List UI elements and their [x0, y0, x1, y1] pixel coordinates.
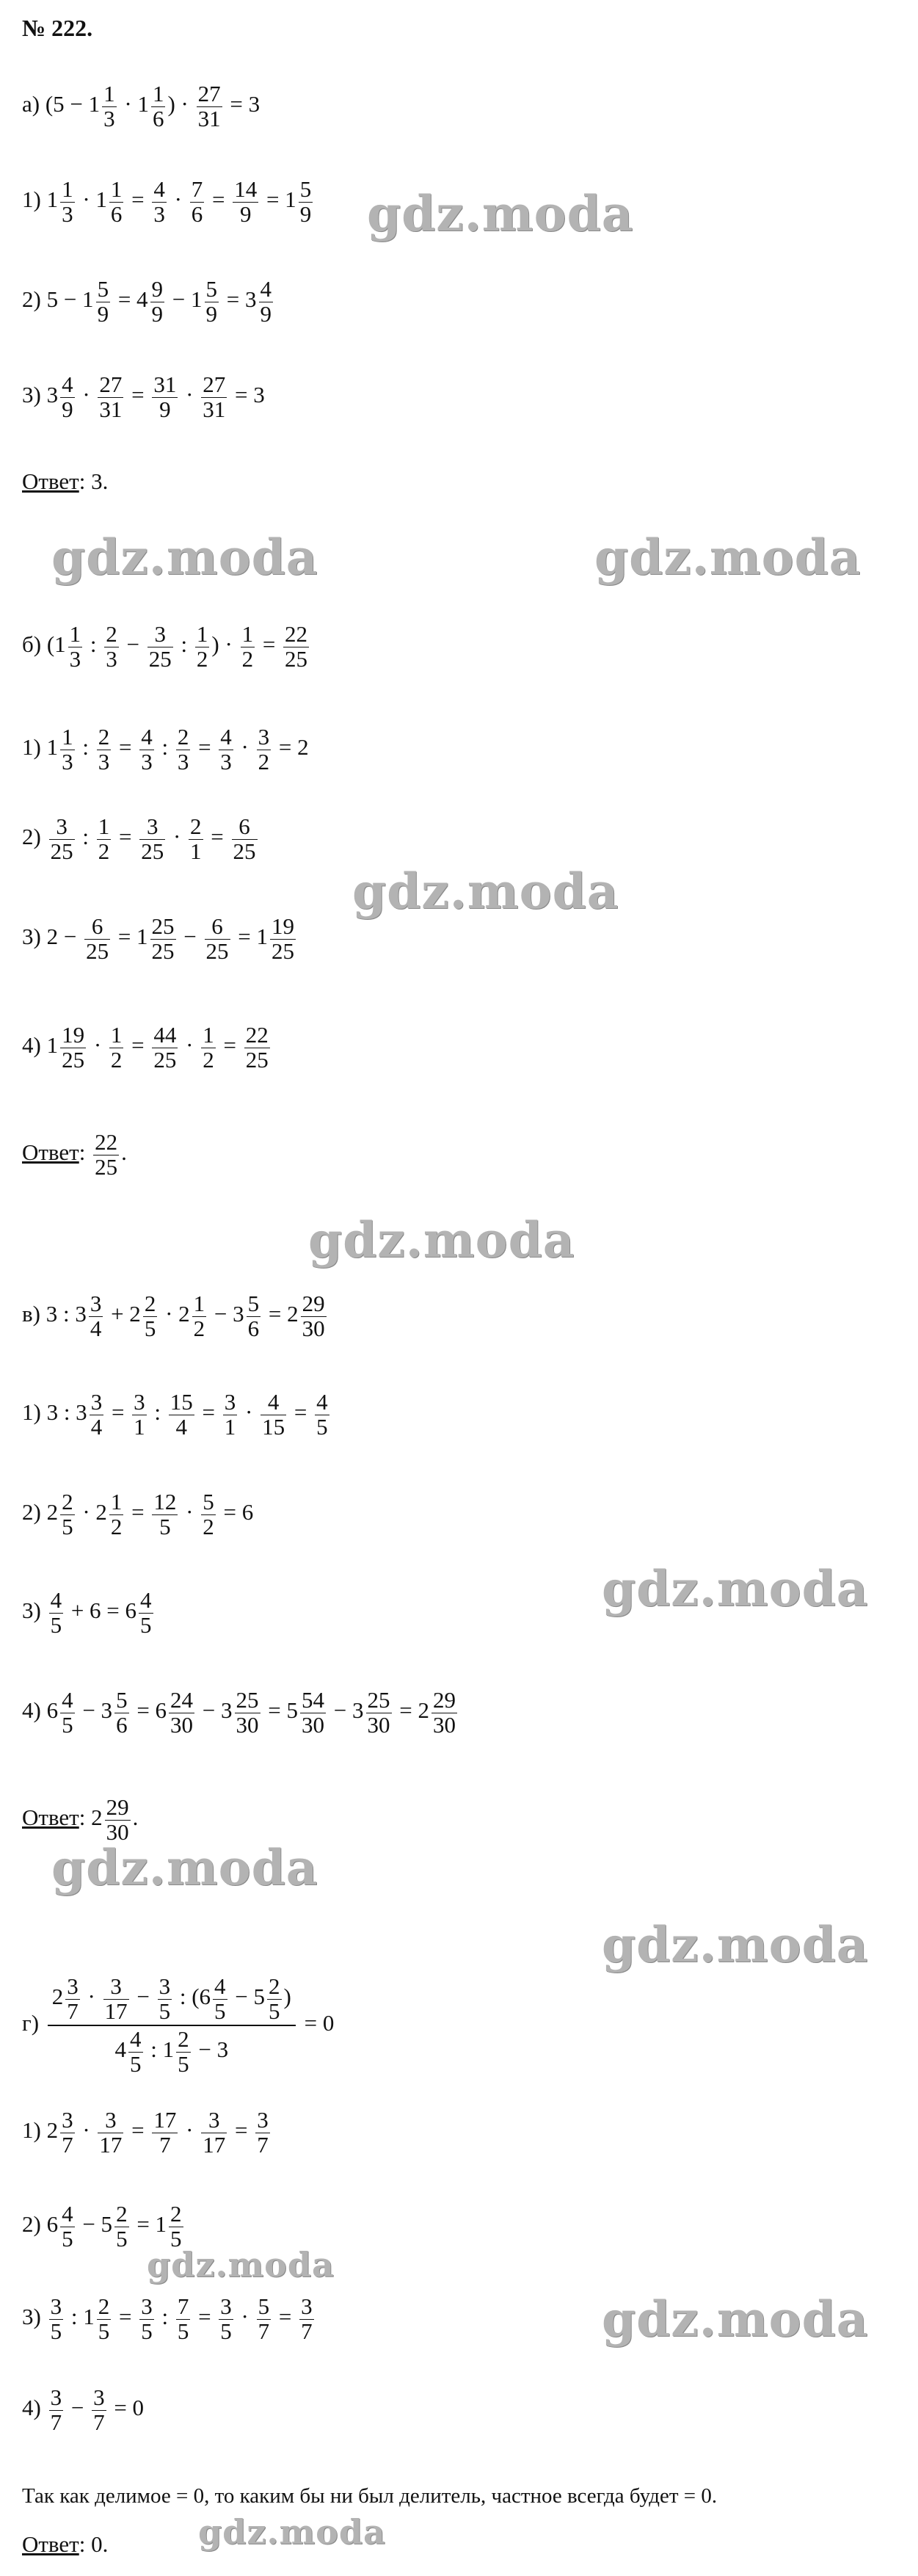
watermark: gdz.moda [367, 185, 634, 242]
step-b2: 2) $\frac{3}{25}$ : $\frac{1}{2}$ = $\frac{3}{25}$ · $\frac{2}{1}$ = $\frac{6}{25}$ [22, 813, 256, 864]
step-a1: 1) 1 $\frac{1}{3}$ · 1 $\frac{1}{6}$ = $\frac{4}{3}$ · $\frac{7}{6}$ = $\frac{14}{9}$ = 1 $\frac{5}{9}$ [22, 176, 312, 227]
watermark: gdz.moda [51, 1839, 318, 1896]
step-b4: 4) 1 $\frac{19}{25}$ · $\frac{1}{2}$ = $\frac{44}{25}$ · $\frac{1}{2}$ = $\frac{22}{25}$ [22, 1022, 269, 1073]
watermark: gdz.moda [594, 529, 861, 586]
answer-g: Ответ: 0. [22, 2531, 109, 2557]
step-g3: 3) $\frac{3}{5}$ : 1 $\frac{2}{5}$ = $\frac{3}{5}$ : $\frac{7}{5}$ = $\frac{3}{5}$ · $\frac{5}{7}$ = $\frac{3}{7}$ [22, 2293, 313, 2344]
task-v: в) 3 : 3 $\frac{3}{4}$ + 2 $\frac{2}{5}$ · 2 $\frac{1}{2}$ − 3 $\frac{5}{6}$ = 2 $\frac{29}{30}$ [22, 1291, 325, 1341]
step-b1: 1) 1 $\frac{1}{3}$ : $\frac{2}{3}$ = $\frac{4}{3}$ : $\frac{2}{3}$ = $\frac{4}{3}$ · $\frac{3}{2}$ = 2 [22, 724, 309, 774]
watermark: gdz.moda [602, 2290, 869, 2348]
step-v4: 4) 6 $\frac{4}{5}$ − 3 $\frac{5}{6}$ = 6 $\frac{24}{30}$ − 3 $\frac{25}{30}$ = 5 $\frac{54}{30}$ − 3 $\frac{25}{30}$ = 2 $\frac{29}{30}$ [22, 1687, 456, 1738]
step-a2: 2) 5 − 1 $\frac{5}{9}$ = 4 $\frac{9}{9}$ − 1 $\frac{5}{9}$ = 3 $\frac{4}{9}$ [22, 276, 272, 327]
task-a: а) (5 − 1 $\frac{1}{3}$ · 1 $\frac{1}{6}$ ) · $\frac{27}{31}$ = 3 [22, 81, 261, 131]
watermark: gdz.moda [308, 1211, 575, 1269]
step-a3: 3) 3 $\frac{4}{9}$ · $\frac{27}{31}$ = $\frac{31}{9}$ · $\frac{27}{31}$ = 3 [22, 371, 265, 422]
step-g4: 4) $\frac{3}{7}$ − $\frac{3}{7}$ = 0 [22, 2384, 145, 2435]
main-fraction-denominator: 4 $\frac{4}{5}$ : 1 $\frac{2}{5}$ − 3 [48, 2025, 296, 2078]
watermark: gdz.moda [51, 529, 318, 586]
answer-v: Ответ: 2 $\frac{29}{30}$ . [22, 1794, 139, 1845]
task-b: б) (1 $\frac{1}{3}$ : $\frac{2}{3}$ − $\frac{3}{25}$ : $\frac{1}{2}$ ) · $\frac{1}{2}$ = $\frac{22}{25}$ [22, 621, 308, 672]
main-fraction [48, 1973, 296, 2078]
watermark: gdz.moda [198, 2512, 386, 2552]
step-g2: 2) 6 $\frac{4}{5}$ − 5 $\frac{2}{5}$ = 1 $\frac{2}{5}$ [22, 2201, 182, 2252]
answer-a: Ответ: 3. [22, 468, 109, 494]
answer-b: Ответ: $\frac{22}{25}$ . [22, 1129, 127, 1180]
watermark: gdz.moda [147, 2245, 335, 2285]
problem-number: № 222. [22, 15, 93, 41]
main-fraction-numerator: 2 $\frac{3}{7}$ · $\frac{3}{17}$ − $\frac{3}{5}$ : (6 $\frac{4}{5}$ − 5 $\frac{2}{5}$ ) [51, 1973, 291, 2024]
watermark: gdz.moda [352, 863, 619, 920]
conclusion-text: Так как делимое = 0, то каким бы ни был делитель, частное всегда будет = 0. [22, 2484, 718, 2508]
step-b3: 3) 2 − $\frac{6}{25}$ = 1 $\frac{25}{25}$ − $\frac{6}{25}$ = 1 $\frac{19}{25}$ [22, 913, 295, 964]
task-g: г) 2 $\frac{3}{7}$ · $\frac{3}{17}$ − $\frac{3}{5}$ : (6 $\frac{4}{5}$ − 5 $\frac{2}{5}$ ) 4 $\frac{4}{5}$ : 1 $\frac{2}{5}$ − 3 = 0 [22, 1973, 335, 2077]
step-v1: 1) 3 : 3 $\frac{3}{4}$ = $\frac{3}{1}$ : $\frac{15}{4}$ = $\frac{3}{1}$ · $\frac{4}{15}$ = $\frac{4}{5}$ [22, 1389, 328, 1440]
step-g1: 1) 2 $\frac{3}{7}$ · $\frac{3}{17}$ = $\frac{17}{7}$ · $\frac{3}{17}$ = $\frac{3}{7}$ [22, 2107, 269, 2158]
step-v3: 3) $\frac{4}{5}$ + 6 = 6 $\frac{4}{5}$ [22, 1587, 152, 1638]
watermark: gdz.moda [602, 1560, 869, 1617]
step-v2: 2) 2 $\frac{2}{5}$ · 2 $\frac{1}{2}$ = $\frac{12}{5}$ · $\frac{5}{2}$ = 6 [22, 1489, 254, 1539]
watermark: gdz.moda [602, 1916, 869, 1973]
